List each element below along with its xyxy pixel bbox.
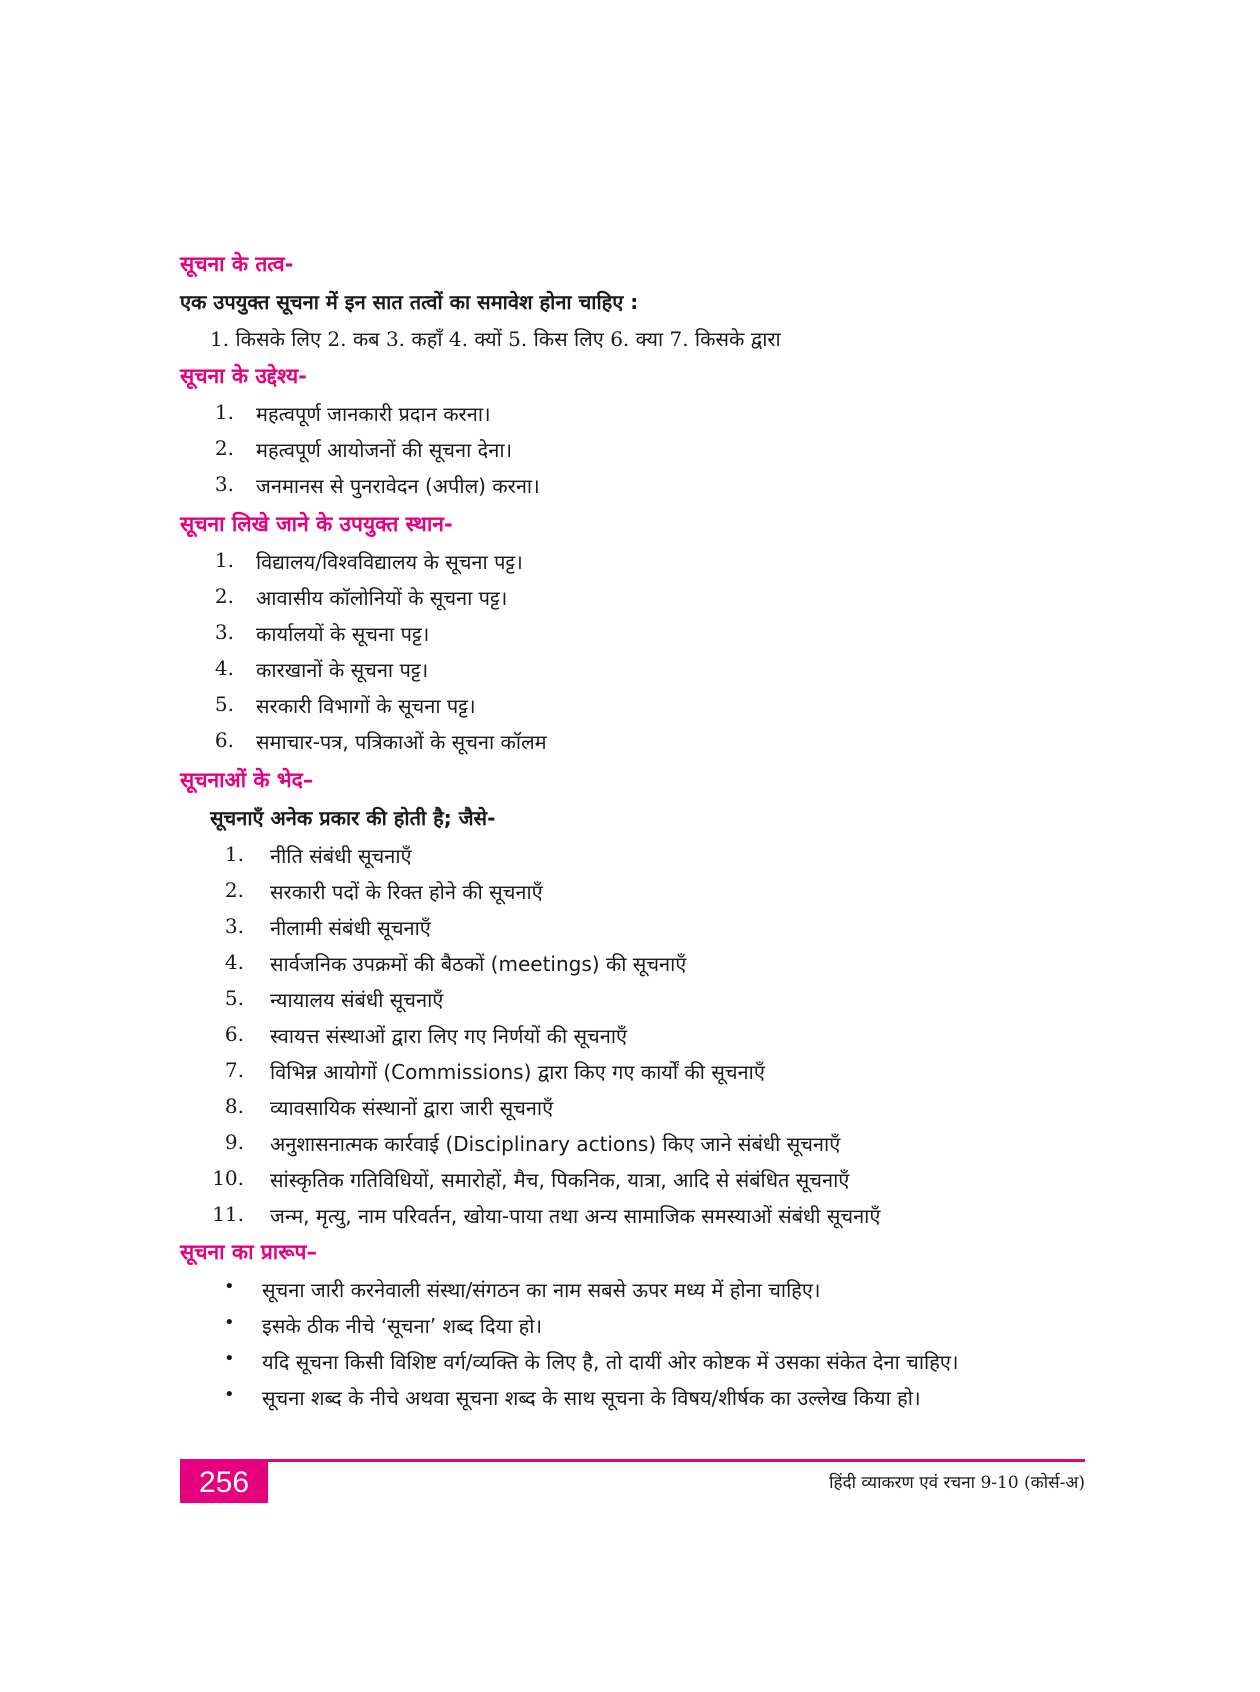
list-item-text: सरकारी विभागों के सूचना पट्ट। xyxy=(256,694,476,718)
list-item-number: 9. xyxy=(224,1130,244,1154)
bullet-dot: • xyxy=(224,1348,235,1369)
types-intro: सूचनाएँ अनेक प्रकार की होती है; जैसे- xyxy=(210,806,496,830)
list-item-number: 3. xyxy=(214,620,234,644)
list-item-text: नीति संबंधी सूचनाएँ xyxy=(270,844,412,868)
list-item-text: सरकारी पदों के रिक्त होने की सूचनाएँ xyxy=(270,880,543,904)
list-item-text: सार्वजनिक उपक्रमों की बैठकों (meetings) की सूचनाएँ xyxy=(270,952,687,976)
list-item-text: सांस्कृतिक गतिविधियों, समारोहों, मैच, पिकनिक, यात्रा, आदि से संबंधित सूचनाएँ xyxy=(270,1168,850,1192)
list-item-text: आवासीय कॉलोनियों के सूचना पट्ट। xyxy=(256,586,508,610)
list-item-number: 6. xyxy=(224,1022,244,1046)
list-item-text: व्यावसायिक संस्थानों द्वारा जारी सूचनाएँ xyxy=(270,1096,554,1120)
bullet-dot: • xyxy=(224,1384,235,1405)
elements-intro: एक उपयुक्त सूचना में इन सात तत्वों का समावेश होना चाहिए : xyxy=(180,290,639,314)
list-item-text: विद्यालय/विश्वविद्यालय के सूचना पट्ट। xyxy=(256,550,523,574)
list-item-number: 11. xyxy=(212,1202,244,1226)
list-item-text: विभिन्न आयोगों (Commissions) द्वारा किए गए कार्यों की सूचनाएँ xyxy=(270,1060,765,1084)
list-item-text: कार्यालयों के सूचना पट्ट। xyxy=(256,622,430,646)
list-item-text: न्यायालय संबंधी सूचनाएँ xyxy=(270,988,444,1012)
list-item-number: 1. xyxy=(214,548,234,572)
list-item-number: 1. xyxy=(224,842,244,866)
list-item-number: 10. xyxy=(212,1166,244,1190)
list-item-number: 3. xyxy=(214,472,234,496)
heading-purpose: सूचना के उद्देश्य- xyxy=(180,364,307,388)
list-item-number: 4. xyxy=(214,656,234,680)
bullet-item-text: सूचना जारी करनेवाली संस्था/संगठन का नाम सबसे ऊपर मध्य में होना चाहिए। xyxy=(262,1278,821,1302)
bullet-item-text: सूचना शब्द के नीचे अथवा सूचना शब्द के साथ सूचना के विषय/शीर्षक का उल्लेख किया हो। xyxy=(262,1386,921,1410)
heading-elements: सूचना के तत्व- xyxy=(180,252,294,276)
list-item-text: महत्वपूर्ण आयोजनों की सूचना देना। xyxy=(256,438,513,462)
list-item-text: समाचार-पत्र, पत्रिकाओं के सूचना कॉलम xyxy=(256,730,547,754)
bullet-dot: • xyxy=(224,1276,235,1297)
list-item-number: 5. xyxy=(214,692,234,716)
list-item-text: जन्म, मृत्यु, नाम परिवर्तन, खोया-पाया तथा अन्य सामाजिक समस्याओं संबंधी सूचनाएँ xyxy=(270,1204,881,1228)
list-item-number: 5. xyxy=(224,986,244,1010)
bullet-item-text: इसके ठीक नीचे ‘सूचना’ शब्द दिया हो। xyxy=(262,1314,543,1338)
list-item-number: 4. xyxy=(224,950,244,974)
footer-rule xyxy=(180,1459,1085,1462)
list-item-number: 1. xyxy=(214,400,234,424)
list-item-number: 7. xyxy=(224,1058,244,1082)
elements-list-line: 1. किसके लिए 2. कब 3. कहाँ 4. क्यों 5. किस लिए 6. क्या 7. किसके द्वारा xyxy=(210,327,781,351)
heading-format: सूचना का प्रारूप– xyxy=(180,1240,317,1264)
list-item-number: 2. xyxy=(214,584,234,608)
list-item-text: महत्वपूर्ण जानकारी प्रदान करना। xyxy=(256,402,491,426)
list-item-number: 8. xyxy=(224,1094,244,1118)
list-item-text: अनुशासनात्मक कार्रवाई (Disciplinary actions) किए जाने संबंधी सूचनाएँ xyxy=(270,1132,841,1156)
bullet-dot: • xyxy=(224,1312,235,1333)
list-item-number: 2. xyxy=(214,436,234,460)
list-item-number: 3. xyxy=(224,914,244,938)
bullet-item-text: यदि सूचना किसी विशिष्ट वर्ग/व्यक्ति के लिए है, तो दायीं ओर कोष्टक में उसका संकेत देना चाहिए। xyxy=(262,1350,959,1374)
list-item-text: स्वायत्त संस्थाओं द्वारा लिए गए निर्णयों की सूचनाएँ xyxy=(270,1024,628,1048)
heading-places: सूचना लिखे जाने के उपयुक्त स्थान- xyxy=(180,512,453,536)
heading-types: सूचनाओं के भेद– xyxy=(180,768,314,792)
list-item-number: 2. xyxy=(224,878,244,902)
list-item-text: जनमानस से पुनरावेदन (अपील) करना। xyxy=(256,474,540,498)
list-item-text: नीलामी संबंधी सूचनाएँ xyxy=(270,916,431,940)
list-item-number: 6. xyxy=(214,728,234,752)
book-title: हिंदी व्याकरण एवं रचना 9-10 (कोर्स-अ) xyxy=(829,1473,1085,1493)
page-number: 256 xyxy=(180,1462,268,1503)
list-item-text: कारखानों के सूचना पट्ट। xyxy=(256,658,429,682)
